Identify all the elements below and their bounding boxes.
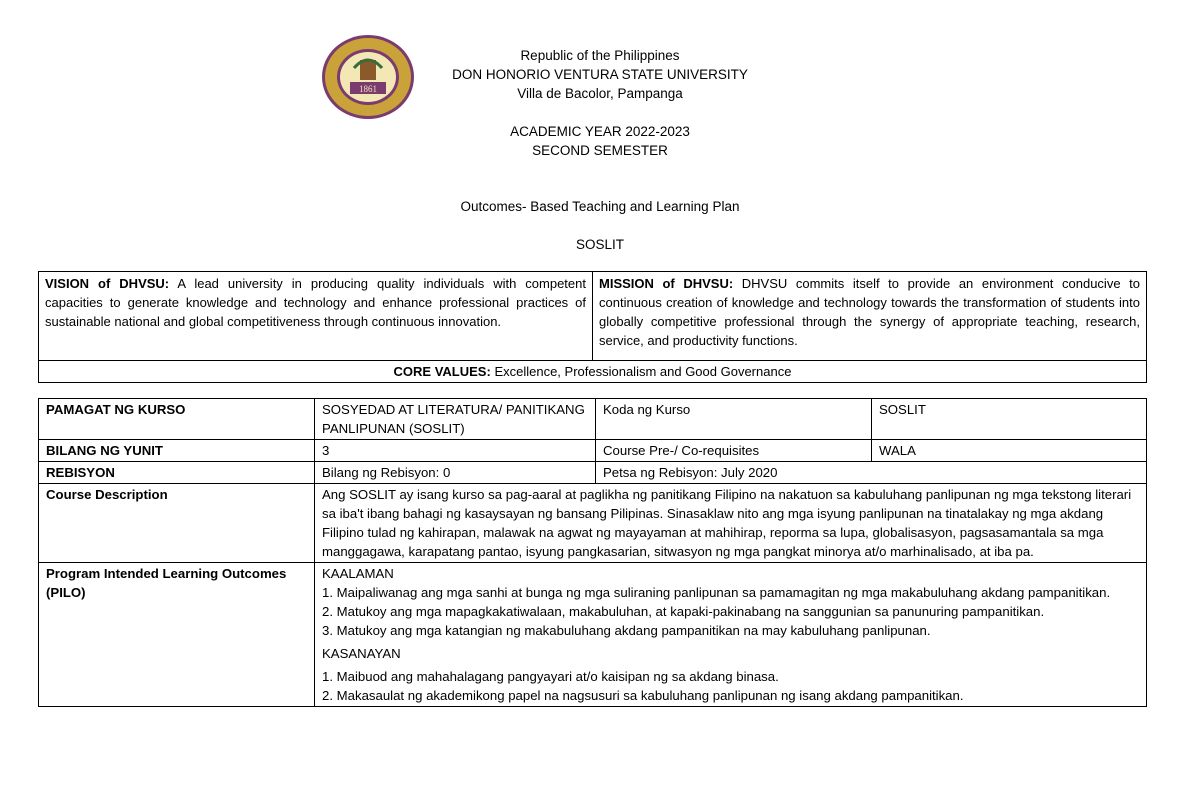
revision-label: REBISYON: [39, 462, 315, 484]
course-title-label: PAMAGAT NG KURSO: [39, 399, 315, 440]
core-values-text: Excellence, Professionalism and Good Governance: [494, 364, 792, 379]
header-university: DON HONORIO VENTURA STATE UNIVERSITY: [452, 67, 748, 82]
seal-year: 1861: [359, 84, 377, 94]
mission-text: DHVSU commits itself to provide an environment conducive to continuous creation of knowledge and technology towards the transformation of students into globally competitive professional through the synergy of appropriate teaching, research, service, and productivity functions.: [599, 276, 1140, 348]
mission-label: MISSION of DHVSU:: [599, 276, 734, 291]
units-value: 3: [315, 440, 596, 462]
pilo-label: Program Intended Learning Outcomes (PILO): [39, 563, 315, 707]
prereq-value: WALA: [872, 440, 1147, 462]
course-info-table: [38, 398, 1147, 707]
plan-title: Outcomes- Based Teaching and Learning Plan: [460, 199, 740, 214]
units-label: BILANG NG YUNIT: [39, 440, 315, 462]
description-text: Ang SOSLIT ay isang kurso sa pag-aaral at paglikha ng panitikang Filipino na nakatuon sa kabuluhang panlipunan ng mga tekstong literari sa iba't ibang bahagi ng kasaysayan ng bansang Pilipinas. Sinasaklaw nito ang mga isyung panlipunan na tinatalakay ng mga akdang Filipino tulad ng kahirapan, malawak na agwat ng mayayaman at mahihirap, reporma sa lupa, globalisasyon, pagsasamantala sa mga manggagawa, karapatang pantao, isyung pangkasarian, sitwasyon ng mga pangkat minorya at/o marhinalisado, at iba pa.: [315, 484, 1147, 563]
kasanayan-heading: KASANAYAN: [322, 646, 401, 661]
core-values-cell: [39, 361, 1147, 383]
kaalaman-heading: KAALAMAN: [322, 566, 394, 581]
kasanayan-item: 1. Maibuod ang mahahalagang pangyayari at/o kaisipan ng sa akdang binasa.: [322, 669, 779, 684]
kaalaman-item: 2. Matukoy ang mga mapagkakatiwalaan, makabuluhan, at kapaki-pakinabang na sanggunian sa panunuring pampanitikan.: [322, 604, 1045, 619]
course-title-value: SOSYEDAD AT LITERATURA/ PANITIKANG PANLIPUNAN (SOSLIT): [315, 399, 596, 440]
semester: SECOND SEMESTER: [532, 143, 668, 158]
vision-cell: [39, 272, 593, 361]
prereq-label: Course Pre-/ Co-requisites: [596, 440, 872, 462]
kaalaman-item: 1. Maipaliwanag ang mga sanhi at bunga ng mga suliraning panlipunan sa pamamagitan ng mga makabuluhang akdang pampanitikan.: [322, 585, 1111, 600]
pilo-content: [315, 563, 1147, 707]
vision-label: VISION of DHVSU:: [45, 276, 170, 291]
pilo-row: [39, 563, 1147, 707]
vision-text: A lead university in producing quality individuals with competent capacities to generate knowledge and technology and enhance professional practices of sustainable national and global competitiveness through continuous innovation.: [45, 276, 586, 329]
core-values-label: CORE VALUES:: [393, 364, 491, 379]
revision-row: [39, 462, 1147, 484]
mission-cell: [593, 272, 1147, 361]
vision-mission-table: [38, 271, 1147, 383]
revision-number: Bilang ng Rebisyon: 0: [315, 462, 596, 484]
kasanayan-item: 2. Makasaulat ng akademikong papel na nagsusuri sa kabuluhang panlipunan ng isang akdang pampanitikan.: [322, 688, 964, 703]
header-republic: Republic of the Philippines: [520, 48, 680, 63]
revision-date: Petsa ng Rebisyon: July 2020: [596, 462, 1147, 484]
description-label: Course Description: [39, 484, 315, 563]
course-code-value: SOSLIT: [872, 399, 1147, 440]
description-row: [39, 484, 1147, 563]
header-address: Villa de Bacolor, Pampanga: [517, 86, 683, 101]
course-title-row: [39, 399, 1147, 440]
academic-year: ACADEMIC YEAR 2022-2023: [510, 124, 690, 139]
course-code-label: Koda ng Kurso: [596, 399, 872, 440]
course-code-title: SOSLIT: [575, 237, 624, 252]
kaalaman-item: 3. Matukoy ang mga katangian ng makabuluhang akdang pampanitikan na may kabuluhang panlipunan.: [322, 623, 931, 638]
units-row: [39, 440, 1147, 462]
